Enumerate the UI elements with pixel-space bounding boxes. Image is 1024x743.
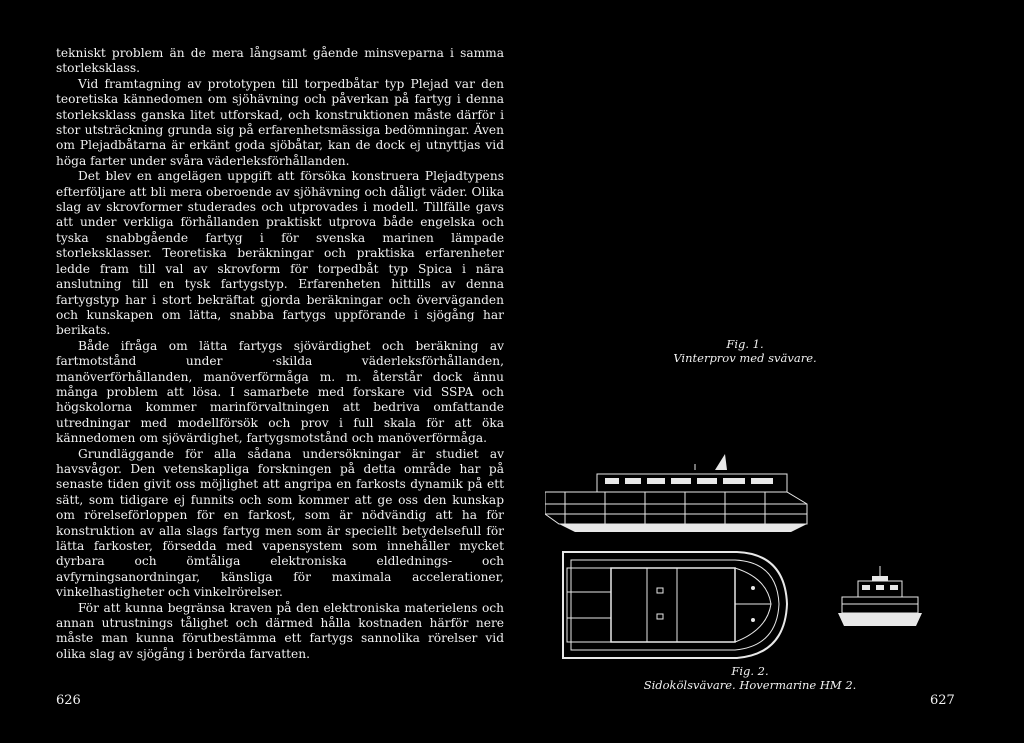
figure-2-caption xyxy=(640,664,860,692)
figure-1-caption xyxy=(660,337,830,365)
left-page-body xyxy=(56,46,504,662)
figure-1-description: Vinterprov med svävare. xyxy=(673,351,817,365)
paragraph: För att kunna begränsa kraven på den elektroniska materielens och annan utrustnings tålighet och därmed hålla kostnaden härför nere måste man kunna förutbestämma ett fartygs sannolika rörelser vid olika slag av sjögång i berörda farvatten. xyxy=(56,600,504,661)
page-number-left: 626 xyxy=(56,693,81,708)
figure-2-label: Fig. 2. xyxy=(731,664,769,678)
page-number-right: 627 xyxy=(930,693,955,708)
paragraph: tekniskt problem än de mera långsamt gående minsveparna i samma storleksklass. xyxy=(56,46,504,76)
hovercraft-side-view xyxy=(545,452,815,544)
hovercraft-plan-view xyxy=(557,548,792,663)
figure-2-description: Sidokölsvävare. Hovermarine HM 2. xyxy=(643,678,857,692)
paragraph: Både ifråga om lätta fartygs sjövärdighet och beräkning av fartmotstånd under ·skilda väderleksförhållanden, manöverförhållanden, manöverförmåga m. m. återstår dock ännu många problem att lösa. I samarbete med forskare vid SSPA och högskolorna kommer marinförvaltningen att bedriva omfattande utredningar med modellförsök och prov i full skala för att öka kännedomen om sjövärdighet, fartygsmotstånd och manöverförmåga. xyxy=(56,338,504,446)
paragraph: Det blev en angelägen uppgift att försöka konstruera Plejadtypens efterföljare att bli mera oberoende av sjöhävning och dåligt väder. Olika slag av skrovformer studerades och utprovades i modell. Tillfälle gavs att under verkliga förhållanden praktiskt utprova både engelska och tyska snabbgående fartyg i för svenska marinen lämpade storleksklasser. Teoretiska beräkningar och praktiska erfarenheter ledde fram till val av skrovform för torpedbåt typ Spica i nära anslutning till en tysk fartygstyp. Erfarenheten hittills av denna fartygstyp har i stort bekräftat gjorda beräkningar och överväganden och kunskapen om lätta, snabba fartygs uppförande i sjögång har berikats. xyxy=(56,169,504,338)
hovercraft-front-view xyxy=(838,566,922,630)
figure-1-label: Fig. 1. xyxy=(726,337,764,351)
paragraph: Vid framtagning av prototypen till torpedbåtar typ Plejad var den teoretiska kännedomen om sjöhävning och påverkan på fartyg i denna storleksklass ganska litet utforskad, och konstruktionen måste därför i stor utsträckning grunda sig på erfarenhetsmässiga bedömningar. Även om Plejadbåtarna är erkänt goda sjöbåtar, kan de dock ej utnyttjas vid höga farter under svåra väderleksförhållanden. xyxy=(56,76,504,168)
paragraph: Grundläggande för alla sådana undersökningar är studiet av havsvågor. Den vetenskapliga forskningen på detta område har på senaste tiden givit oss möjlighet att angripa en farkosts dynamik på ett sätt, som tidigare ej funnits och som kommer att ge oss den kunskap om rörelseförloppen för en farkost, som är nödvändig att ha för konstruktion av alla slags fartyg men som är speciellt betydelsefull för lätta farkoster, försedda med vapensystem som innehåller mycket dyrbara och ömtåliga elektroniska eldlednings- och avfyrningsanordningar, känsliga för maximala accelerationer, vinkelhastigheter och vinkelrörelser. xyxy=(56,446,504,600)
